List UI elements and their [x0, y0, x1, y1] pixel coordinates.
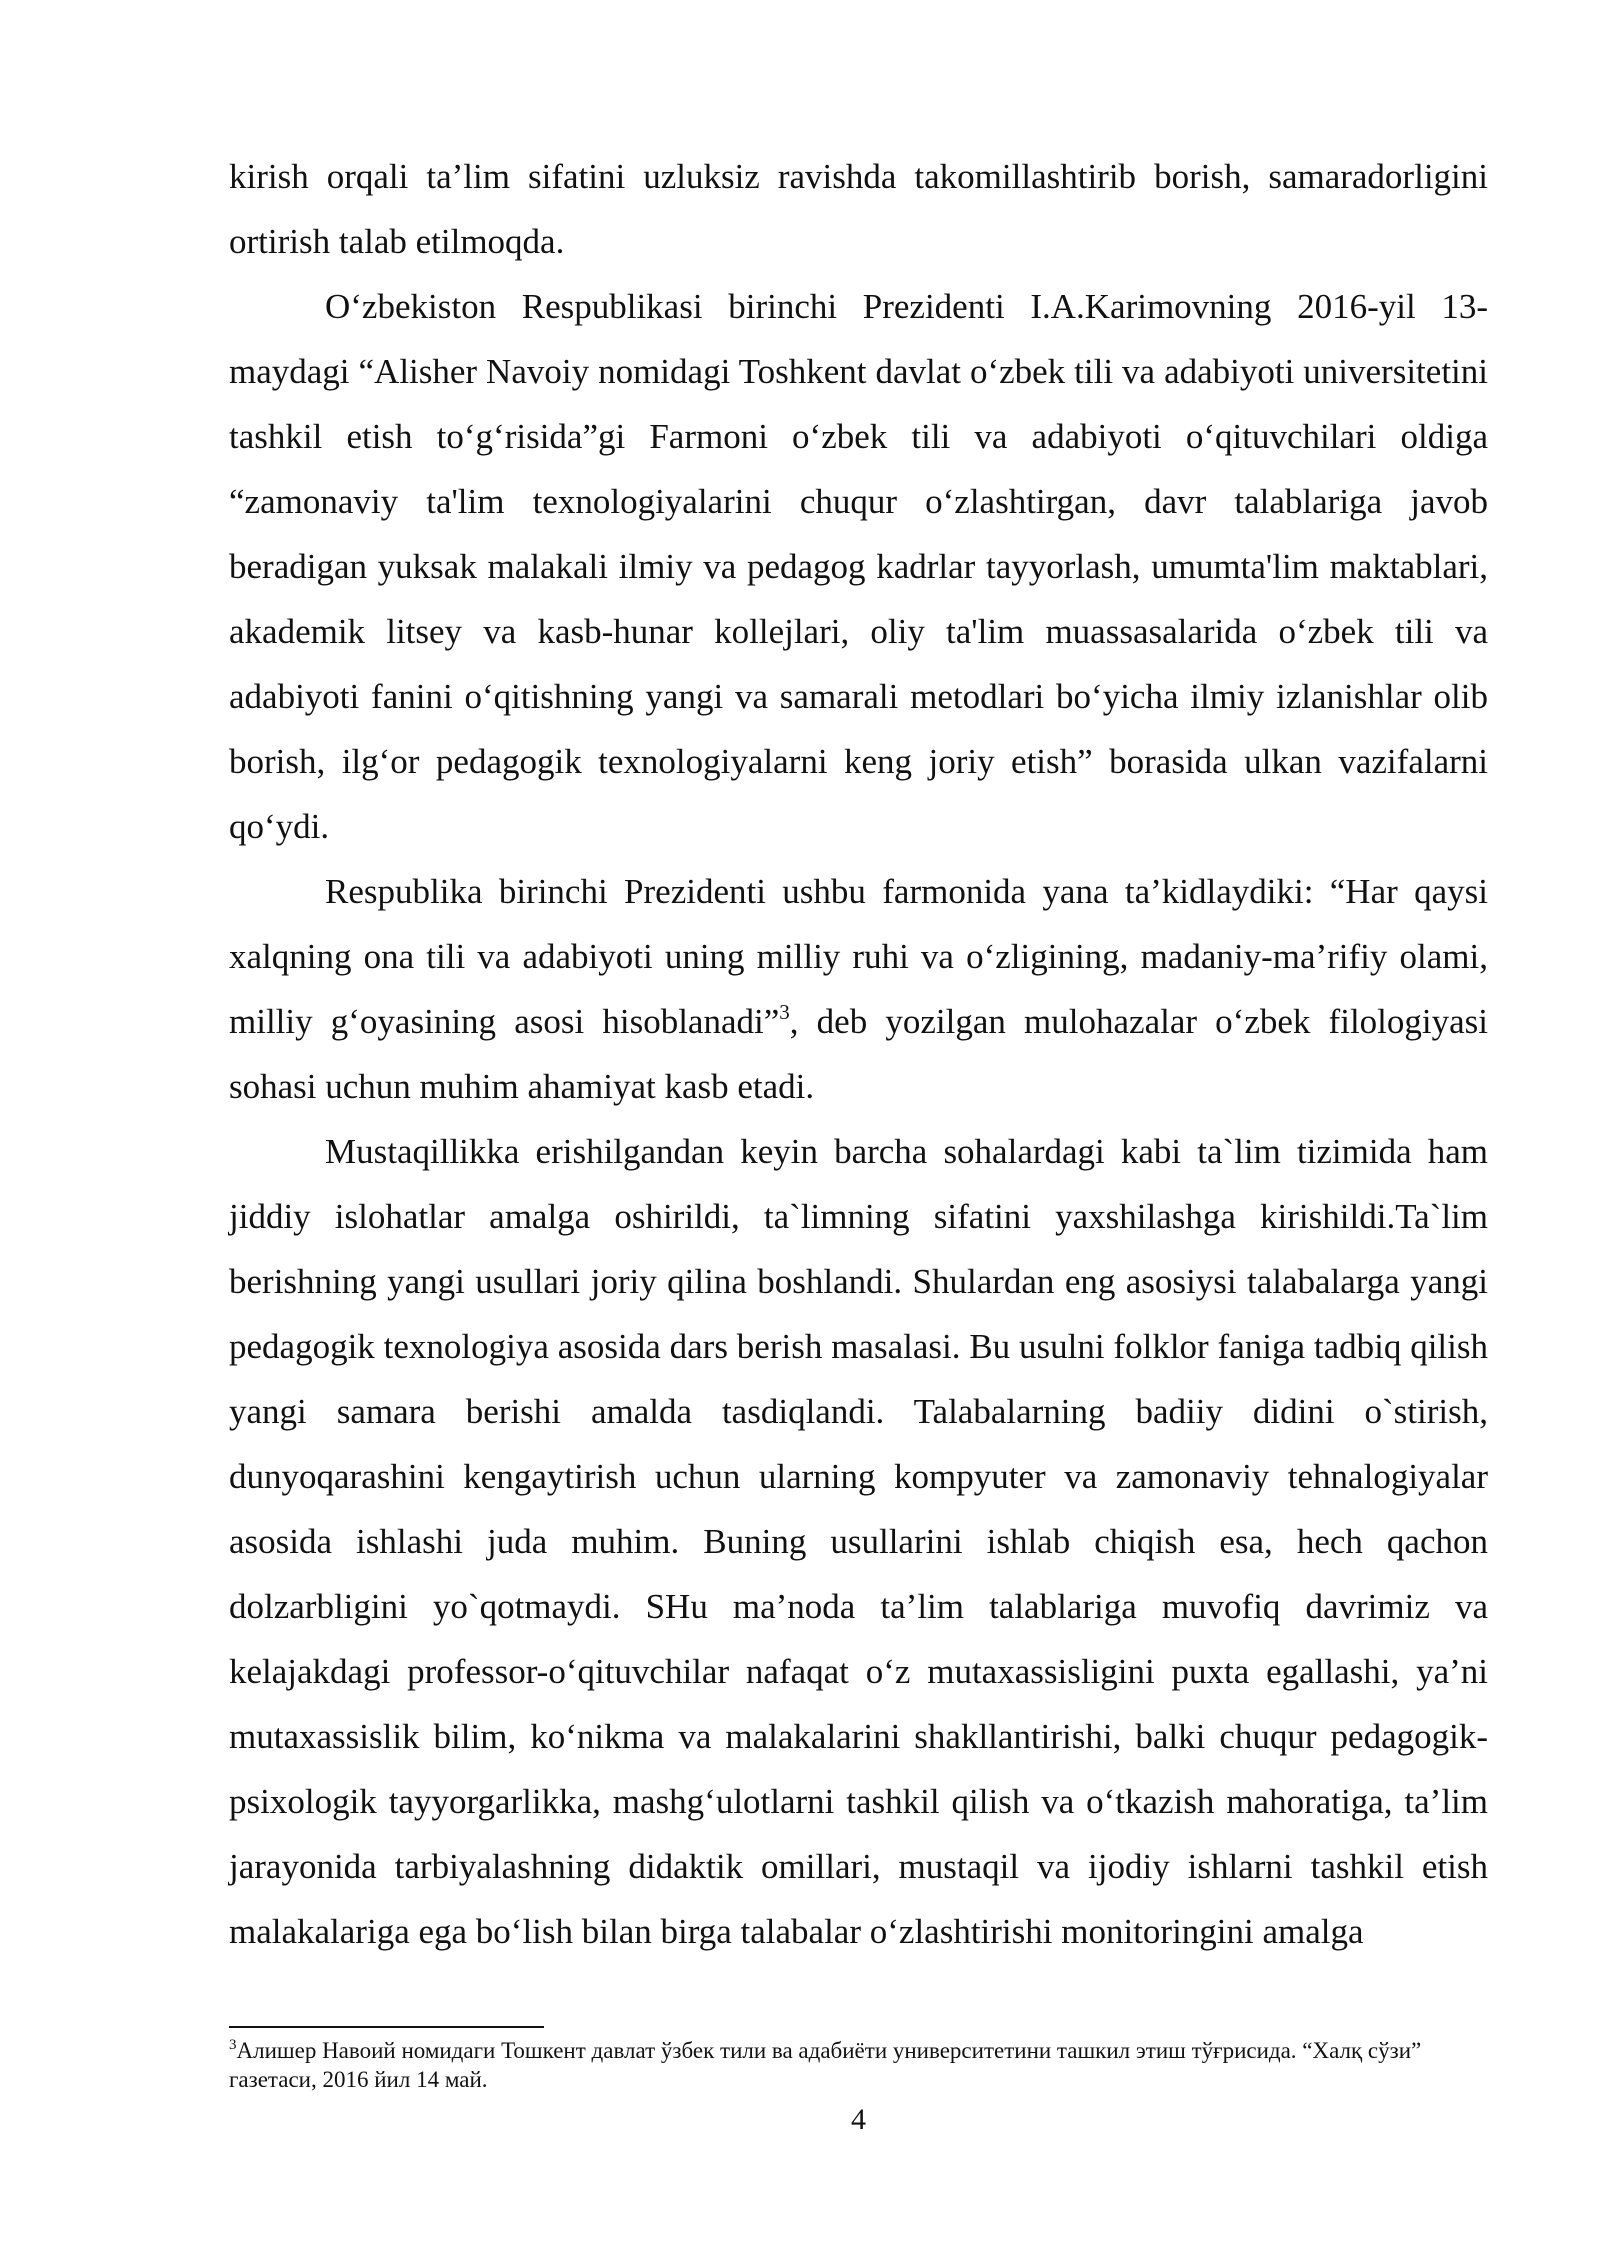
footnote-text: Алишер Навоий номидаги Тошкент давлат ўзбек тили ва адабиёти университетини ташкил этиш тўғрисида. “Халқ сўзи” газетаси, 2016 йил 14 май. [229, 2038, 1422, 2092]
paragraph-4: Mustaqillikka erishilgandan keyin barcha sohalardagi kabi ta`lim tizimida ham jiddiy islohatlar amalga oshirildi, ta`limning sifatini yaxshilashga kirishildi.Ta`lim berishning yangi usullari joriy qilina boshlandi. Shulardan eng asosiysi talabalarga yangi pedagogik texnologiya asosida dars berish masalasi. Bu usulni folklor faniga tadbiq qilish yangi samara berishi amalda tasdiqlandi. Talabalarning badiiy didini o`stirish, dunyoqarashini kengaytirish uchun ularning kompyuter va zamonaviy tehnalogiyalar asosida ishlashi juda muhim. Buning usullarini ishlab chiqish esa, hech qachon dolzarbligini yo`qotmaydi. SHu ma’noda ta’lim talablariga muvofiq davrimiz va kelajakdagi professor-o‘qituvchilar nafaqat o‘z mutaxassisligini puxta egallashi, ya’ni mutaxassislik bilim, ko‘nikma va malakalarini shakllantirishi, balki chuqur pedagogik-psixologik tayyorgarlikka, mashg‘ulotlarni tashkil qilish va o‘tkazish mahoratiga, ta’lim jarayonida tarbiyalashning didaktik omillari, mustaqil va ijodiy ishlarni tashkil etish malakalariga ega bo‘lish bilan birga talabalar o‘zlashtirishi monitoringini amalga [229, 1132, 1488, 1951]
footnote-number: 3 [229, 2037, 237, 2053]
page-number: 4 [851, 2103, 866, 2136]
paragraph-3-text-after-ref: , deb yozilgan mulohazalar o‘zbek filologiyasi sohasi uchun muhim ahamiyat kasb etadi. [229, 1002, 1488, 1106]
body-text [229, 144, 1488, 1964]
footnote [229, 2036, 1488, 2094]
paragraph-1: kirish orqali ta’lim sifatini uzluksiz ravishda takomillashtirib borish, samaradorligini ortirish talab etilmoqda. [229, 157, 1488, 261]
footnote-separator [229, 2026, 544, 2028]
paragraph-3 [229, 859, 1488, 1119]
paragraph-2: O‘zbekiston Respublikasi birinchi Prezidenti I.A.Karimovning 2016-yil 13-maydagi “Alisher Navoiy nomidagi Toshkent davlat o‘zbek tili va adabiyoti universitetini tashkil etish to‘g‘risida”gi Farmoni o‘zbek tili va adabiyoti o‘qituvchilari oldiga “zamonaviy ta'lim texnologiyalarini chuqur o‘zlashtirgan, davr talablariga javob beradigan yuksak malakali ilmiy va pedagog kadrlar tayyorlash, umumta'lim maktablari, akademik litsey va kasb-hunar kollejlari, oliy ta'lim muassasalarida o‘zbek tili va adabiyoti fanini o‘qitishning yangi va samarali metodlari bo‘yicha ilmiy izlanishlar olib borish, ilg‘or pedagogik texnologiyalarni keng joriy etish” borasida ulkan vazifalarni qo‘ydi. [229, 287, 1488, 846]
footnote-reference[interactable]: 3 [779, 1000, 790, 1024]
paragraph-3-text-before-ref: Respublika birinchi Prezidenti ushbu farmonida yana ta’kidlaydiki: “Har qaysi xalqning ona tili va adabiyoti uning milliy ruhi va o‘zligining, madaniy-ma’rifiy olami, milliy g‘oyasining asosi hisoblanadi” [229, 872, 1488, 1041]
